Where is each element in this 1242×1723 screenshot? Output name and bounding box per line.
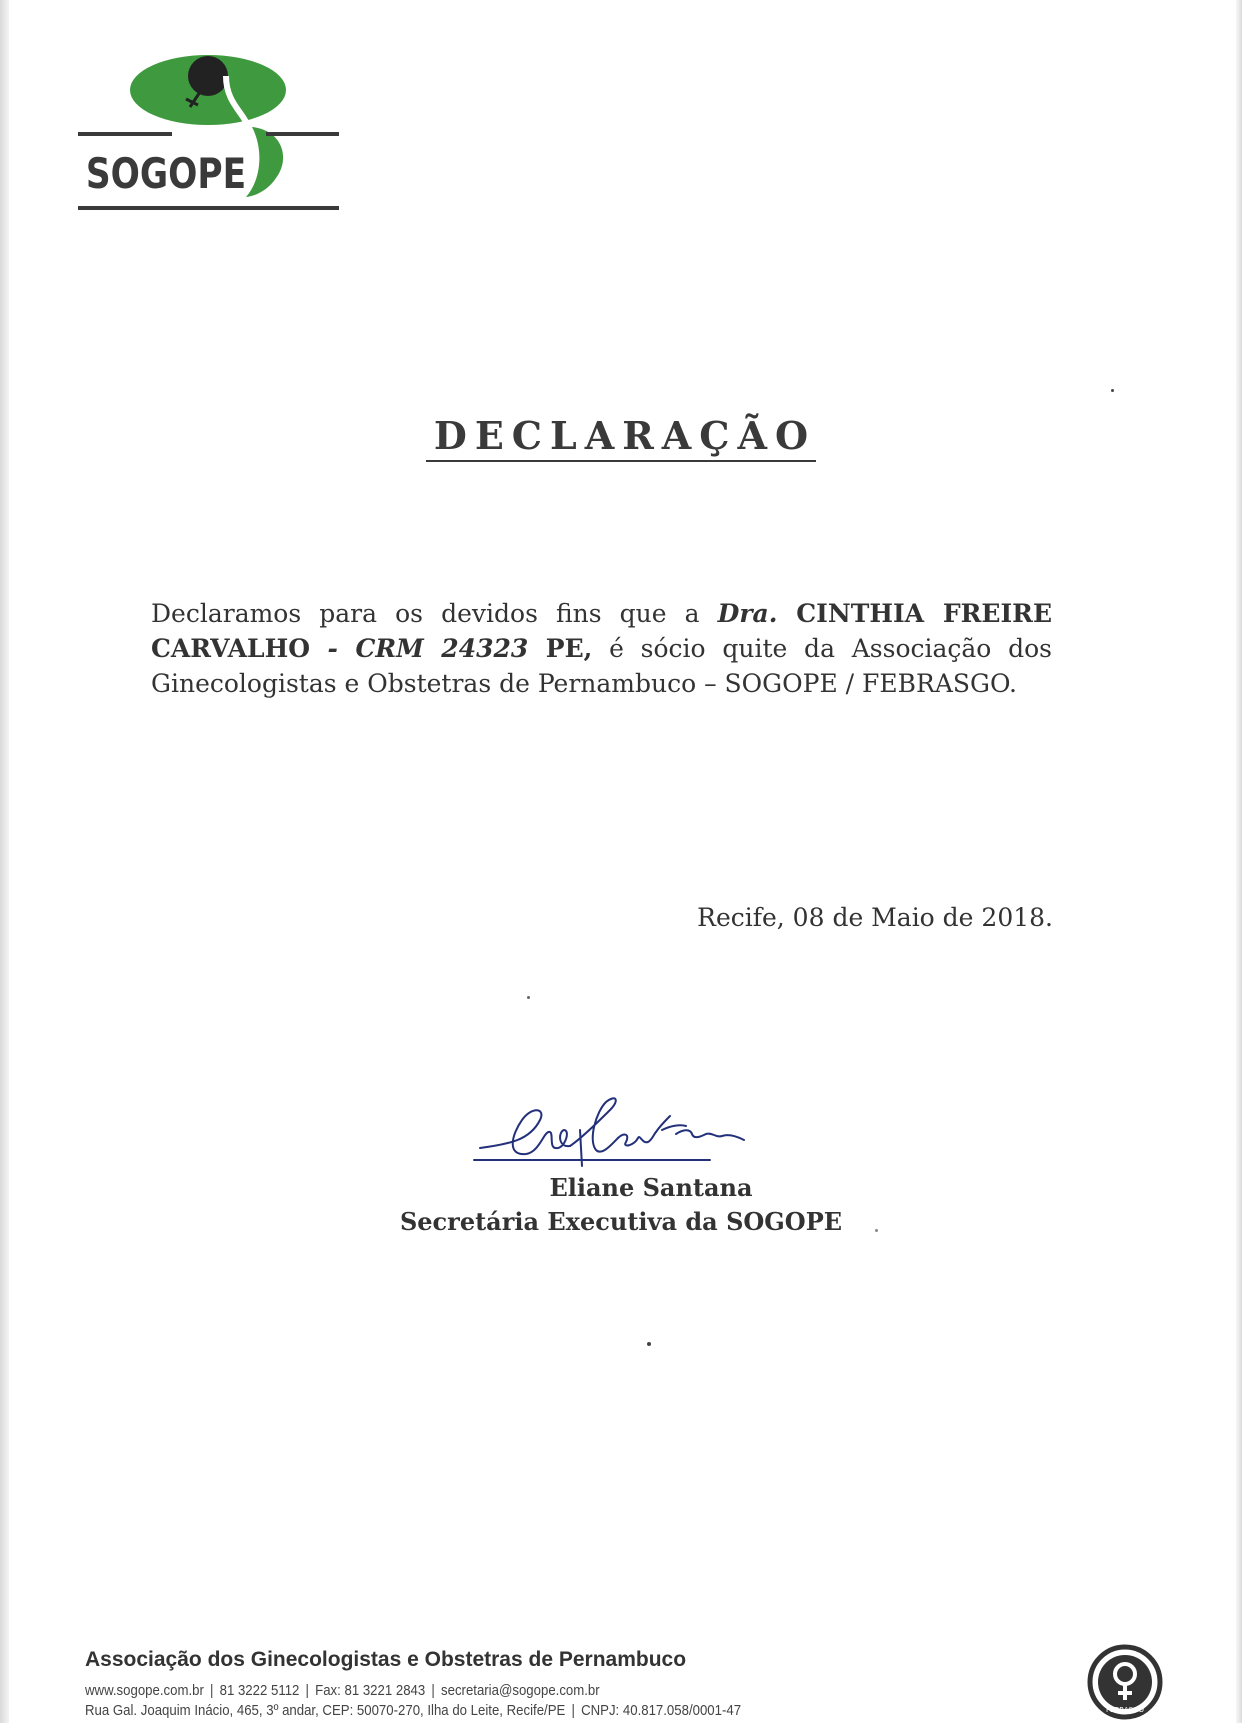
body-statement: é sócio quite da Associação dos Ginecologistas e Obstetras de Pernambuco – SOGOPE / FEBRASGO. [151,634,1052,698]
page-edge-left [0,0,9,1723]
handwritten-signature [470,1090,760,1170]
footer-email: secretaria@sogope.com.br [441,1682,600,1699]
footer-address-line: Rua Gal. Joaquim Inácio, 465, 3º andar, CEP: 50070-270, Ilha do Leite, Recife/PE | CNPJ: 40.817.058/0001-47 [85,1702,742,1719]
febrasgo-seal [1087,1644,1163,1720]
footer-org-name: Associação dos Ginecologistas e Obstetras de Pernambuco [85,1648,687,1671]
scan-speck [875,1229,878,1232]
footer-phone: 81 3222 5112 [219,1682,300,1699]
logo-green-crescent [246,127,283,197]
footer-address: Rua Gal. Joaquim Inácio, 465, 3º andar, CEP: 50070-270, Ilha do Leite, Recife/PE [85,1702,566,1719]
declaration-body [151,596,1052,701]
body-member-name: CINTHIA FREIRE CARVALHO [151,599,1052,663]
document-title-text: DECLARAÇÃO [426,413,816,462]
logo-dark-circle [188,56,228,96]
document-title [0,413,1242,458]
body-title-dra: Dra. [717,599,778,628]
sogope-logo-graphic [76,50,341,210]
body-crm: CRM 24323 [355,634,529,663]
sogope-logo [76,50,341,210]
body-dash: - [327,634,356,663]
febrasgo-seal-graphic [1087,1644,1163,1720]
footer-cnpj: CNPJ: 40.817.058/0001-47 [581,1702,742,1719]
seal-text: FEBRASGO [1106,1706,1144,1714]
footer-contact-line: www.sogope.com.br | 81 3222 5112 | Fax: 81 3221 2843 | secretaria@sogope.com.br [85,1682,600,1699]
scan-speck [527,996,530,999]
footer-website: www.sogope.com.br [85,1682,204,1699]
document-date: Recife, 08 de Maio de 2018. [697,903,1053,932]
scan-speck [647,1342,651,1346]
signature-graphic [470,1090,760,1170]
logo-text: SOGOPE [85,149,247,199]
signer-name: Eliane Santana [549,1173,753,1202]
footer-fax: Fax: 81 3221 2843 [315,1682,426,1699]
scan-speck [1111,389,1114,392]
page-edge-right [1236,0,1242,1723]
body-state: PE, [528,634,593,663]
body-intro: Declaramos para os devidos fins que a [151,599,718,628]
signer-role: Secretária Executiva da SOGOPE [399,1207,843,1236]
